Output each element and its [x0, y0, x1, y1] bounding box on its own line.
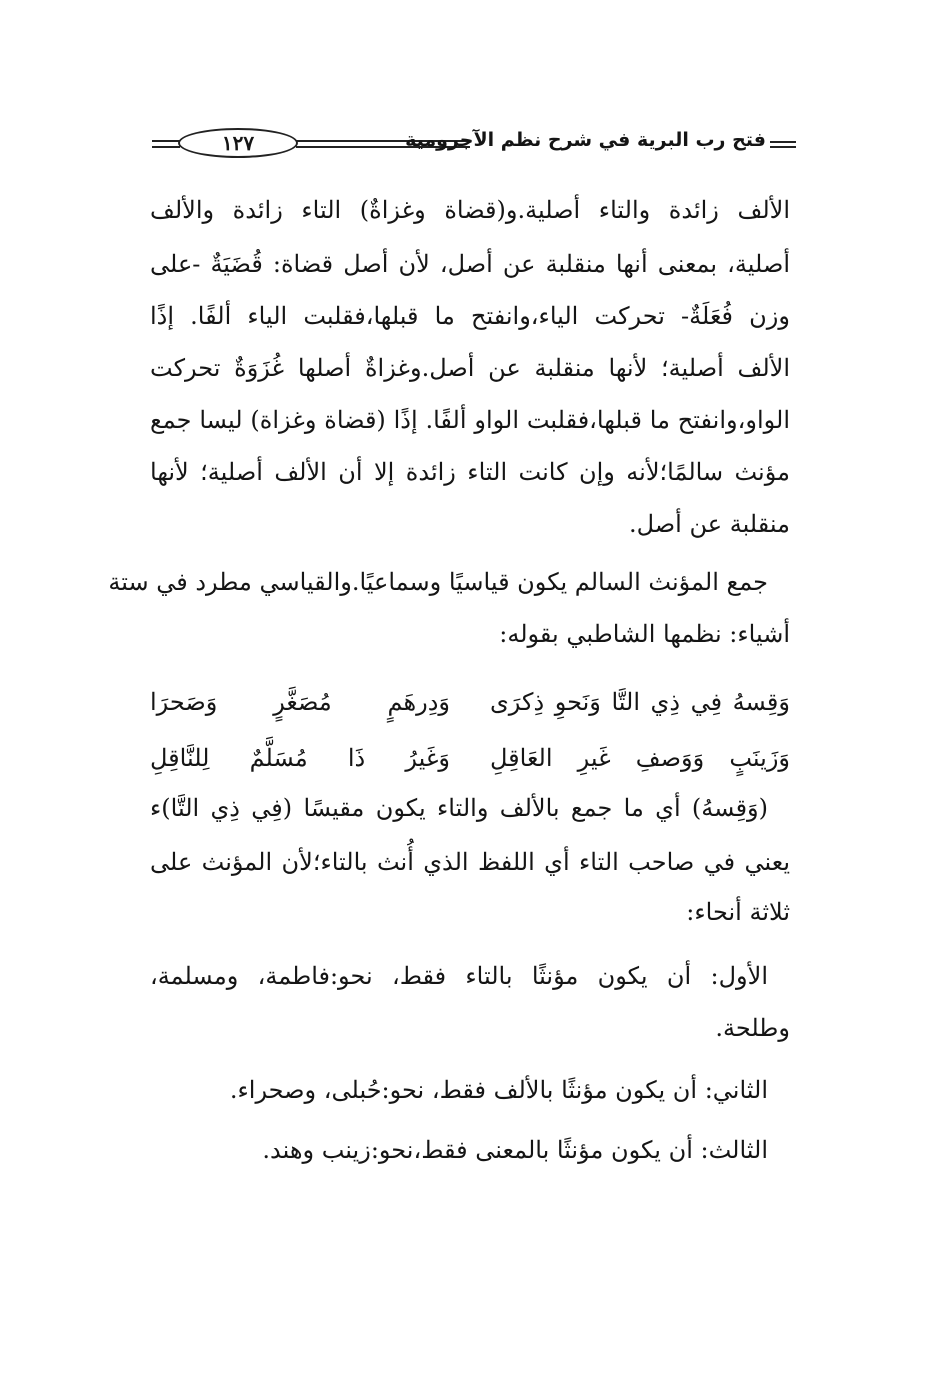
verse-first-hemistich: وَزَينَبٍ وَوَصفِ غَيرِ العَاقِلِ: [490, 744, 790, 772]
text-line: ثلاثة أنحاء:: [686, 898, 790, 926]
list-item: الأول: أن يكون مؤنثًا بالتاء فقط، نحو:فاطمة، ومسلمة،: [150, 962, 768, 990]
header-rule-right: [770, 141, 796, 148]
list-item: الثالث: أن يكون مؤنثًا بالمعنى فقط،نحو:زينب وهند.: [262, 1136, 768, 1164]
list-item: وطلحة.: [715, 1014, 790, 1042]
page-number: ١٢٧: [178, 128, 298, 158]
text-line: أشياء: نظمها الشاطبي بقوله:: [499, 620, 790, 648]
text-line: الواو،وانفتح ما قبلها،فقلبت الواو ألفًا. إذًا (قضاة وغزاة) ليسا جمع: [150, 406, 790, 434]
text-line: مؤنث سالمًا؛لأنه وإن كانت التاء زائدة إلا أن الألف أصلية؛ لأنها: [150, 458, 790, 486]
verse-line: [150, 744, 790, 784]
verse-second-hemistich: وَدِرهَمٍ مُصَغَّرٍ وَصَحرَا: [150, 688, 450, 716]
text-line: (وَقِسهُ) أي ما جمع بالألف والتاء يكون مقيسًا (فِي ذِي التَّا)ء: [150, 794, 768, 822]
verse-line: [150, 688, 790, 728]
text-line: أصلية، بمعنى أنها منقلبة عن أصل، لأن أصل قضاة: قُضَيَةٌ -على: [150, 250, 791, 278]
text-line: وزن فُعَلَةٌ- تحركت الياء،وانفتح ما قبلها،فقلبت الياء ألفًا. إذًا: [150, 302, 790, 330]
text-line: جمع المؤنث السالم يكون قياسيًا وسماعيًا.والقياسي مطرد في ستة: [108, 568, 768, 596]
list-item: الثاني: أن يكون مؤنثًا بالألف فقط، نحو:حُبلى، وصحراء.: [229, 1076, 768, 1104]
text-line: يعني في صاحب التاء أي اللفظ الذي أُنث بالتاء؛لأن المؤنث على: [150, 848, 790, 876]
running-header: [152, 126, 796, 164]
book-title: فتح رب البرية في شرح نظم الآجرومية: [405, 129, 766, 151]
header-rule-left: [152, 140, 180, 148]
verse-second-hemistich: وَغَيرُ ذَا مُسَلَّمٌ لِلنَّاقِلِ: [150, 744, 450, 772]
text-line: منقلبة عن أصل.: [629, 510, 790, 538]
verse-first-hemistich: وَقِسهُ فِي ذِي التَّا وَنَحوِ ذِكرَى: [490, 688, 790, 716]
text-line: الألف زائدة والتاء أصلية.و(قضاة وغزاةٌ) التاء زائدة والألف: [150, 196, 790, 224]
text-line: الألف أصلية؛ لأنها منقلبة عن أصل.وغزاةٌ أصلها غُزَوَةٌ تحركت: [150, 354, 790, 382]
